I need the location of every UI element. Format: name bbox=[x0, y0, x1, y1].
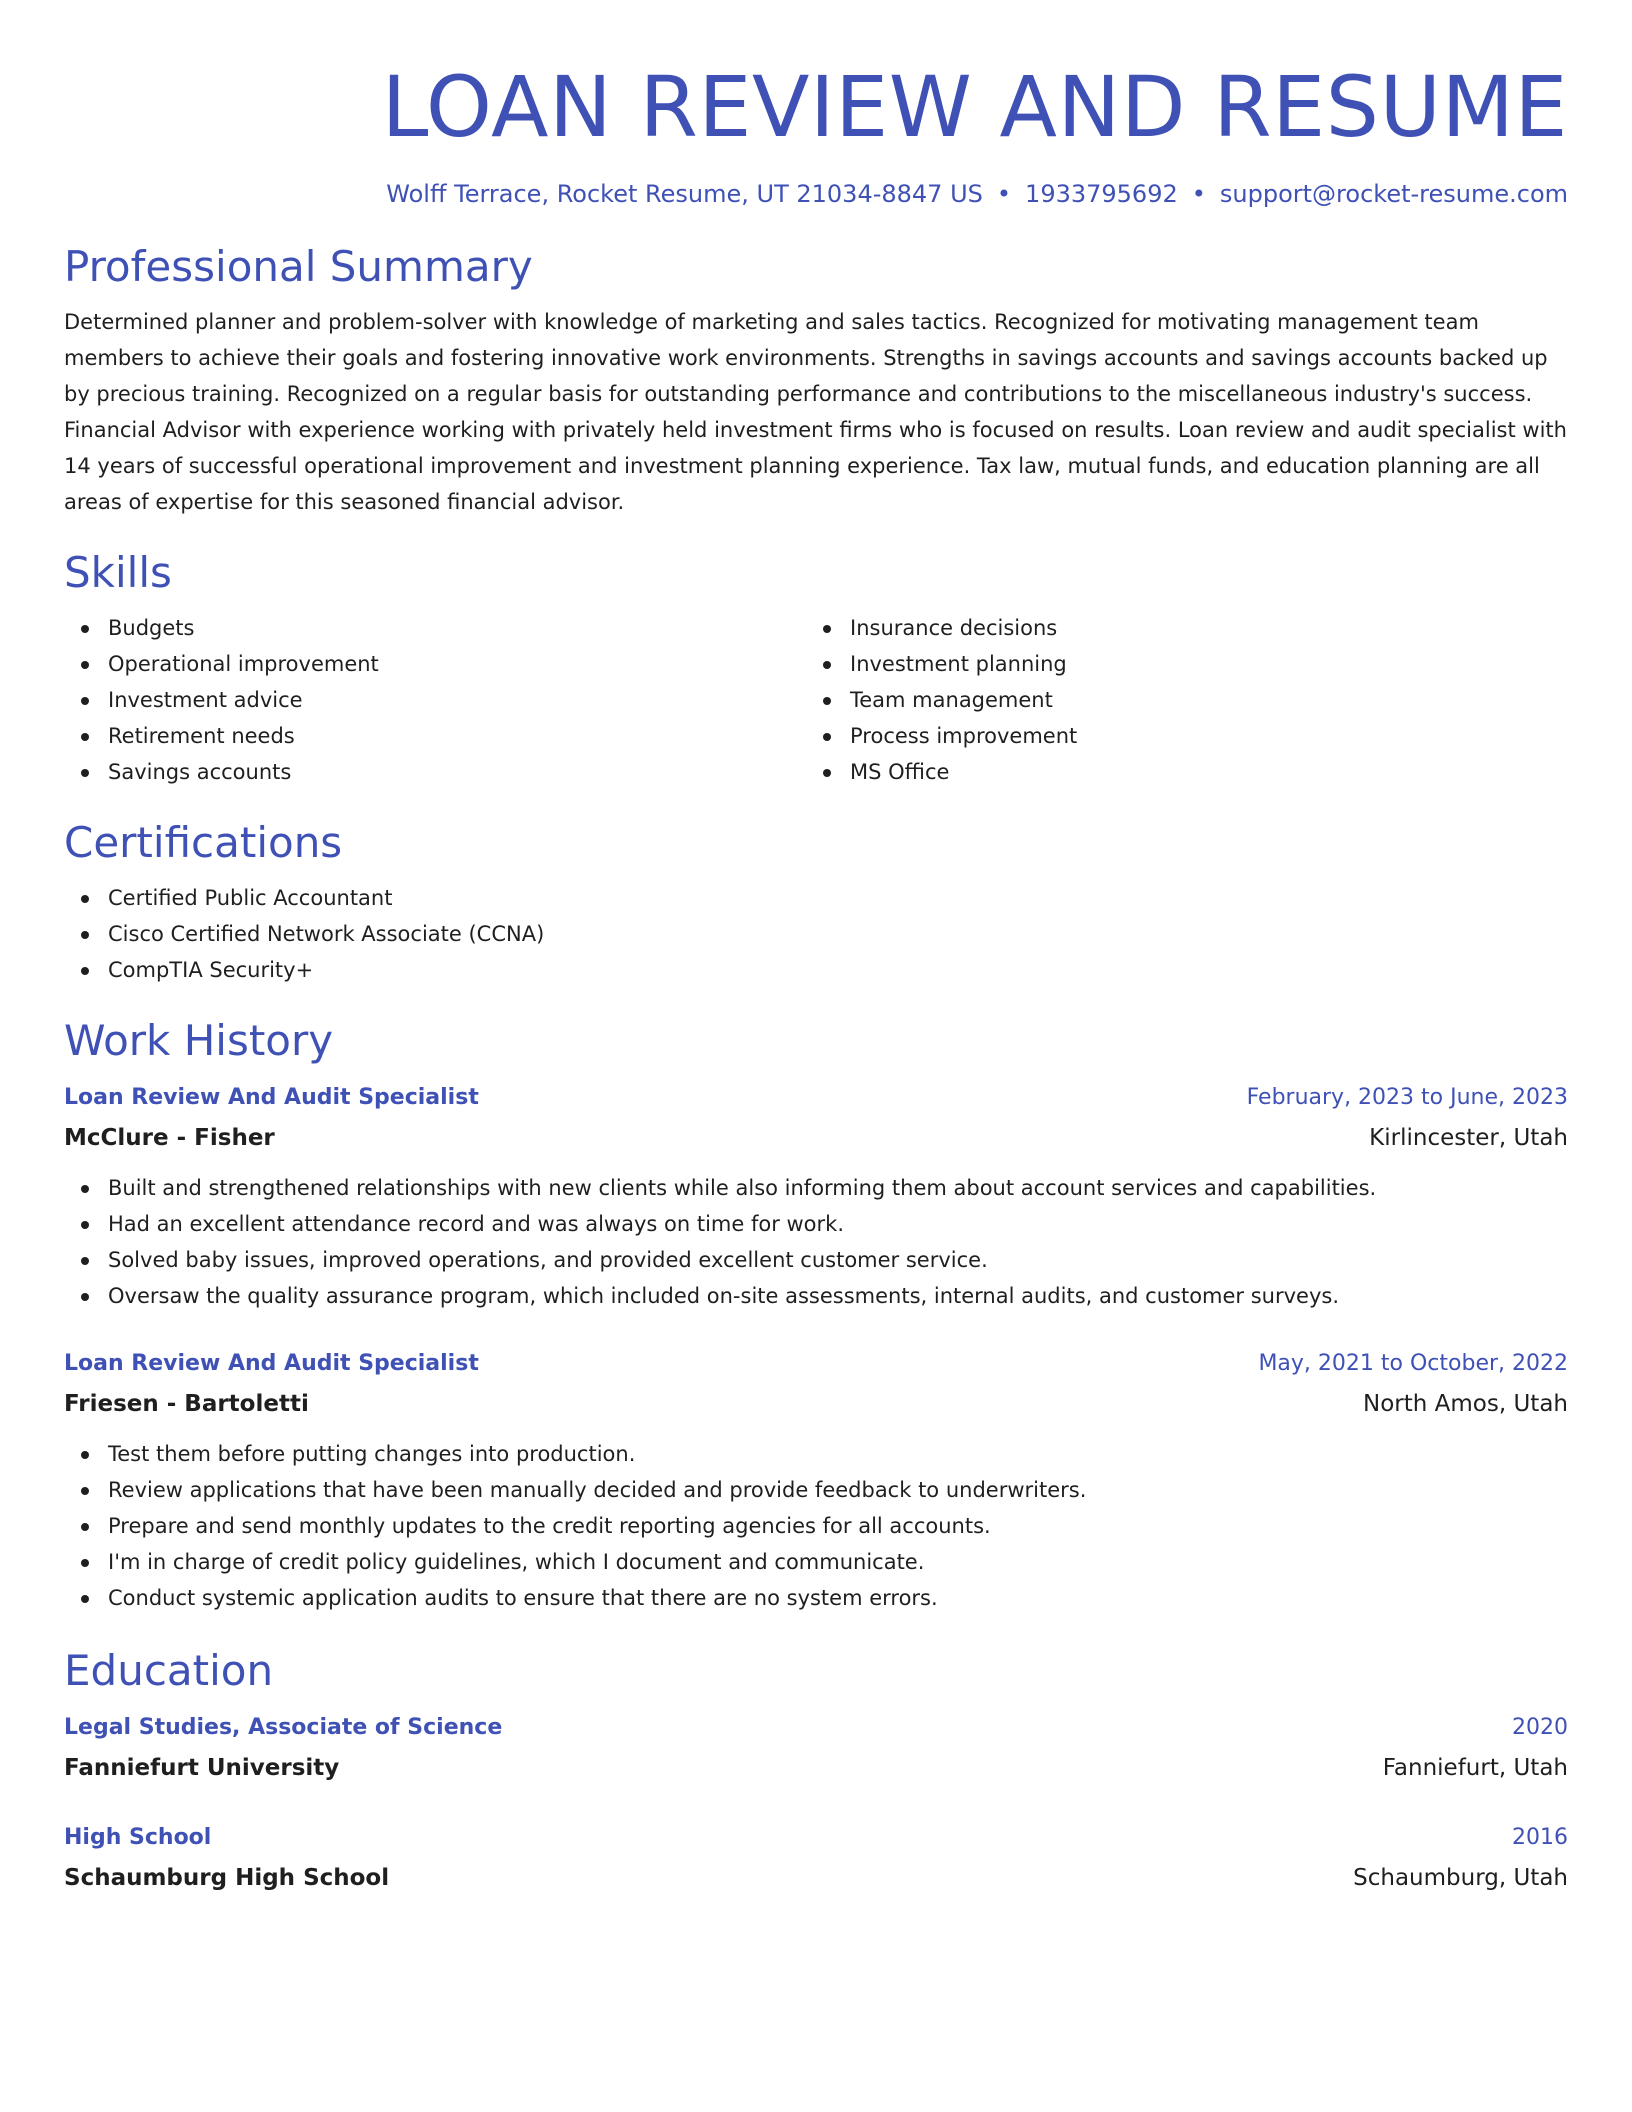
job-entry bbox=[64, 1344, 1568, 1616]
contact-line bbox=[64, 178, 1568, 210]
job-bullet: Built and strengthened relationships with new clients while also informing them about account services and capabilities. bbox=[64, 1170, 1568, 1206]
job-bullets bbox=[64, 1170, 1568, 1314]
contact-address: Wolff Terrace, Rocket Resume, UT 21034-8847 US bbox=[386, 180, 983, 208]
job-bullet: Review applications that have been manually decided and provide feedback to underwriters. bbox=[64, 1472, 1568, 1508]
skill-item: Operational improvement bbox=[64, 646, 806, 682]
job-header-row bbox=[64, 1078, 1568, 1118]
job-company-row bbox=[64, 1118, 1568, 1158]
skill-item: Insurance decisions bbox=[806, 610, 1548, 646]
job-dates: May, 2021 to October, 2022 bbox=[1258, 1351, 1568, 1376]
skill-item: Budgets bbox=[64, 610, 806, 646]
skill-item: Process improvement bbox=[806, 718, 1548, 754]
education-degree: High School bbox=[64, 1825, 212, 1850]
skill-item: Investment planning bbox=[806, 646, 1548, 682]
education-school: Schaumburg High School bbox=[64, 1865, 390, 1891]
education-year: 2016 bbox=[1512, 1825, 1568, 1850]
job-bullet: Oversaw the quality assurance program, which included on-site assessments, internal audits, and customer surveys. bbox=[64, 1278, 1568, 1314]
job-dates: February, 2023 to June, 2023 bbox=[1246, 1085, 1568, 1110]
skills-column-right bbox=[806, 610, 1548, 790]
contact-separator: • bbox=[1191, 180, 1206, 208]
summary-heading: Professional Summary bbox=[64, 242, 533, 291]
education-year: 2020 bbox=[1512, 1715, 1568, 1740]
certifications-heading: Certifications bbox=[64, 818, 343, 867]
job-title: Loan Review And Audit Specialist bbox=[64, 1351, 479, 1376]
skill-item: Team management bbox=[806, 682, 1548, 718]
job-company: Friesen - Bartoletti bbox=[64, 1391, 309, 1417]
education-location: Fanniefurt, Utah bbox=[1382, 1755, 1568, 1781]
job-bullet: Prepare and send monthly updates to the credit reporting agencies for all accounts. bbox=[64, 1508, 1568, 1544]
contact-separator: • bbox=[996, 180, 1012, 208]
job-bullet: Test them before putting changes into production. bbox=[64, 1436, 1568, 1472]
summary-text: Determined planner and problem-solver with knowledge of marketing and sales tactics. Recognized for motivating management team members to achieve their goals and fostering innovative work environments. Strengths in savings accounts and savings accounts backed up by precious training. Recognized on a regular basis for outstanding performance and contributions to the miscellaneous industry's success. Financial Advisor with experience working with privately held investment firms who is focused on results. Loan review and audit specialist with 14 years of successful operational improvement and investment planning experience. Tax law, mutual funds, and education planning are all areas of expertise for this seasoned financial advisor. bbox=[64, 310, 1567, 514]
resume-header bbox=[64, 52, 1568, 210]
education-school: Fanniefurt University bbox=[64, 1755, 340, 1781]
skills-column-left bbox=[64, 610, 806, 790]
education-school-row bbox=[64, 1748, 1568, 1788]
contact-phone: 1933795692 bbox=[1025, 180, 1178, 208]
skill-item: Savings accounts bbox=[64, 754, 806, 790]
skill-item: MS Office bbox=[806, 754, 1548, 790]
job-bullet: I'm in charge of credit policy guidelines, which I document and communicate. bbox=[64, 1544, 1568, 1580]
job-bullet: Conduct systemic application audits to ensure that there are no system errors. bbox=[64, 1580, 1568, 1616]
education-entry bbox=[64, 1818, 1568, 1898]
education-degree: Legal Studies, Associate of Science bbox=[64, 1715, 503, 1740]
education-heading: Education bbox=[64, 1646, 274, 1695]
skill-item: Investment advice bbox=[64, 682, 806, 718]
job-header-row bbox=[64, 1344, 1568, 1384]
contact-email[interactable]: support@rocket-resume.com bbox=[1219, 180, 1568, 208]
job-entry bbox=[64, 1078, 1568, 1314]
certifications-list bbox=[64, 880, 1568, 988]
job-title: Loan Review And Audit Specialist bbox=[64, 1085, 479, 1110]
skill-item: Retirement needs bbox=[64, 718, 806, 754]
certification-item: Certified Public Accountant bbox=[64, 880, 1568, 916]
job-bullet: Solved baby issues, improved operations, and provided excellent customer service. bbox=[64, 1242, 1568, 1278]
education-location: Schaumburg, Utah bbox=[1353, 1865, 1568, 1891]
job-location: Kirlincester, Utah bbox=[1369, 1125, 1568, 1151]
skills-heading: Skills bbox=[64, 548, 172, 597]
job-bullet: Had an excellent attendance record and was always on time for work. bbox=[64, 1206, 1568, 1242]
certification-item: CompTIA Security+ bbox=[64, 952, 1568, 988]
certification-item: Cisco Certified Network Associate (CCNA) bbox=[64, 916, 1568, 952]
skills-list bbox=[64, 610, 1568, 790]
resume-name: LOAN REVIEW AND RESUME bbox=[381, 58, 1568, 156]
education-school-row bbox=[64, 1858, 1568, 1898]
work-history-heading: Work History bbox=[64, 1016, 334, 1065]
education-entry bbox=[64, 1708, 1568, 1788]
education-header-row bbox=[64, 1818, 1568, 1858]
job-company: McClure - Fisher bbox=[64, 1125, 275, 1151]
education-header-row bbox=[64, 1708, 1568, 1748]
job-company-row bbox=[64, 1384, 1568, 1424]
job-location: North Amos, Utah bbox=[1363, 1391, 1568, 1417]
resume-page bbox=[64, 0, 1568, 1898]
job-bullets bbox=[64, 1436, 1568, 1616]
